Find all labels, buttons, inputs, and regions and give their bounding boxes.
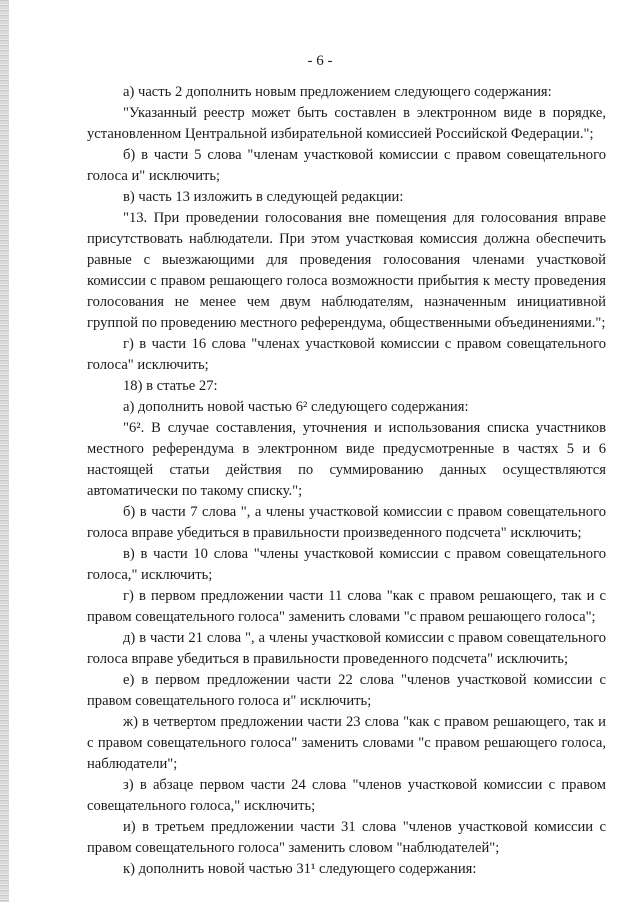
paragraph-v-part13-quote: "13. При проведении голосования вне помещения для голосования вправе присутствовать наблюдатели. При этом участковая комиссия должна обеспечить равные с выезжающими для проведения голосования членами участковой комиссии с правом решающего голоса возможности прибытия к месту проведения голосования не менее чем двум наблюдателям, назначенным инициативной группой по проведению местного референдума, общественными объединениями."; [87, 210, 606, 331]
paragraph-e-part22: е) в первом предложении части 22 слова "членов участковой комиссии с правом совещательного голоса и" исключить; [87, 672, 606, 709]
scan-left-edge [0, 0, 9, 902]
paragraph-i-part31: и) в третьем предложении части 31 слова "членов участковой комиссии с правом совещательного голоса" заменить словом "наблюдателей"; [87, 819, 606, 856]
paragraph-v-part13: в) часть 13 изложить в следующей редакции: [123, 189, 404, 205]
paragraph-a-part6-2: а) дополнить новой частью 6² следующего содержания: [123, 399, 469, 415]
paragraph-a-part2-quote: "Указанный реестр может быть составлен в электронном виде в порядке, установленном Центральной избирательной комиссией Российской Федерации."; [87, 105, 606, 142]
paragraph-article27-heading: 18) в статье 27: [123, 378, 218, 394]
page-number: - 6 - [307, 53, 333, 69]
paragraph-b-part7: б) в части 7 слова ", а члены участковой комиссии с правом совещательного голоса вправе убедиться в правильности произведенного подсчета" исключить; [87, 504, 606, 541]
paragraph-g-part11: г) в первом предложении части 11 слова "как с правом решающего, так и с правом совещательного голоса" заменить словами "с правом решающего голоса"; [87, 588, 606, 625]
paragraph-a-part6-2-quote: "6². В случае составления, уточнения и использования списка участников местного референдума в электронном виде предусмотренные в частях 5 и 6 настоящей статьи действия по суммированию данных осуществляются автоматически по такому списку."; [87, 420, 606, 499]
paragraph-v-part10: в) в части 10 слова "члены участковой комиссии с правом совещательного голоса," исключить; [87, 546, 606, 583]
paragraph-g-part16: г) в части 16 слова "членах участковой комиссии с правом совещательного голоса" исключить; [87, 336, 606, 373]
paragraph-a-part2: а) часть 2 дополнить новым предложением следующего содержания: [123, 84, 552, 100]
document-body [87, 82, 606, 880]
paragraph-zh-part23: ж) в четвертом предложении части 23 слова "как с правом решающего, так и с правом совещательного голоса" заменить словами "с правом решающего голоса, наблюдатели"; [87, 714, 606, 772]
paragraph-z-part24: з) в абзаце первом части 24 слова "членов участковой комиссии с правом совещательного голоса," исключить; [87, 777, 606, 814]
paragraph-b-part5: б) в части 5 слова "членам участковой комиссии с правом совещательного голоса и" исключить; [87, 147, 606, 184]
paragraph-d-part21: д) в части 21 слова ", а члены участковой комиссии с правом совещательного голоса вправе убедиться в правильности проведенного подсчета" исключить; [87, 630, 606, 667]
paragraph-k-part31-1: к) дополнить новой частью 31¹ следующего содержания: [123, 861, 477, 877]
